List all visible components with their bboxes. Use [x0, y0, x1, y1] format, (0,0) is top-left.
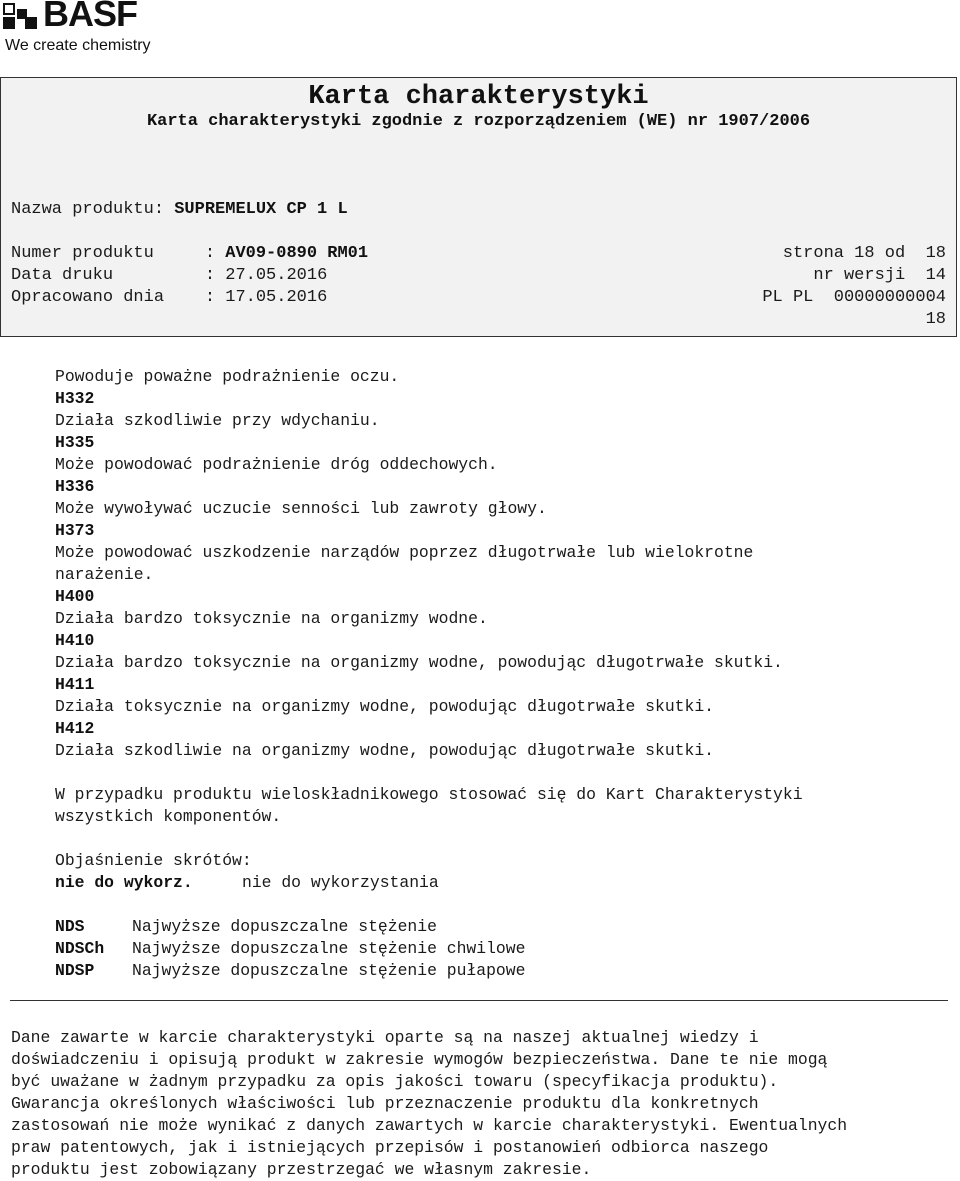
hazard-text: Działa szkodliwie przy wdychaniu. — [55, 411, 380, 430]
product-number-line — [11, 244, 368, 263]
hazard-code: H373 — [55, 521, 95, 540]
brand-name: BASF — [43, 0, 137, 34]
hazard-code: H336 — [55, 477, 95, 496]
abbreviation-key: NDS — [55, 917, 85, 936]
hazard-text: Działa bardzo toksycznie na organizmy wodne, powodując długotrwałe skutki. — [55, 653, 783, 672]
hazard-code: H335 — [55, 433, 95, 452]
revision-date-value: 17.05.2016 — [225, 288, 328, 307]
hazard-code: H411 — [55, 675, 95, 694]
revision-date-label: Opracowano dnia : — [11, 288, 216, 307]
abbreviation-row — [55, 938, 525, 960]
print-date-label: Data druku : — [11, 266, 216, 285]
product-name-label: Nazwa produktu: — [11, 200, 165, 219]
hazard-text: Działa toksycznie na organizmy wodne, powodując długotrwałe skutki. — [55, 697, 715, 716]
hazard-text: Działa szkodliwie na organizmy wodne, powodując długotrwałe skutki. — [55, 741, 715, 760]
print-date-line — [11, 266, 327, 285]
revision-date-line — [11, 288, 327, 307]
print-date-value: 27.05.2016 — [225, 266, 328, 285]
hazard-code: H410 — [55, 631, 95, 650]
abbreviation-value: nie do wykorzystania — [242, 873, 439, 892]
hazard-code: H400 — [55, 587, 95, 606]
locale-info-2: 18 — [925, 310, 946, 329]
product-number-value: AV09-0890 RM01 — [225, 244, 369, 263]
abbreviation-row — [55, 916, 437, 938]
brand-tagline: We create chemistry — [5, 37, 151, 54]
section-divider — [10, 1000, 948, 1001]
abbreviation-value: Najwyższe dopuszczalne stężenie — [132, 917, 437, 936]
page-subtitle: Karta charakterystyki zgodnie z rozporządzeniem (WE) nr 1907/2006 — [146, 112, 811, 131]
hazard-code: H412 — [55, 719, 95, 738]
hazard-text: Może powodować podrażnienie dróg oddechowych. — [55, 455, 498, 474]
abbreviation-row — [55, 872, 439, 894]
brand-logo — [3, 0, 203, 60]
hazard-code: H332 — [55, 389, 95, 408]
page-info: strona 18 od 18 — [782, 244, 946, 263]
hazard-text: Powoduje poważne podrażnienie oczu. — [55, 367, 400, 386]
hazard-text: Działa bardzo toksycznie na organizmy wodne. — [55, 609, 488, 628]
page-title: Karta charakterystyki — [308, 82, 649, 112]
product-number-label: Numer produktu : — [11, 244, 216, 263]
hazard-statements — [55, 366, 945, 762]
product-name-value: SUPREMELUX CP 1 L — [174, 200, 348, 219]
abbreviations-heading: Objaśnienie skrótów: — [55, 851, 252, 870]
multi-component-note: W przypadku produktu wieloskładnikowego stosować się do Kart Charakterystyki wszystkich komponentów. — [55, 785, 803, 826]
abbreviation-row — [55, 960, 525, 982]
disclaimer-text: Dane zawarte w karcie charakterystyki oparte są na naszej aktualnej wiedzy i doświadczeniu i opisują produkt w zakresie wymogów bezpieczeństwa. Dane te nie mogą być uważane w żadnym przypadku za opis jakości towaru (specyfikacja produktu). Gwarancja określonych właściwości lub przeznaczenie produktu dla konkretnych zastosowań nie może wynikać z danych zawartych w karcie charakterystyki. Ewentualnych praw patentowych, jak i istniejących przepisów i postanowień odbiorca naszego produktu jest zobowiązany przestrzegać we własnym zakresie. — [11, 1028, 848, 1179]
product-name-line — [11, 200, 348, 219]
hazard-text: Może powodować uszkodzenie narządów poprzez długotrwałe lub wielokrotne narażenie. — [55, 543, 754, 584]
document-header — [0, 77, 957, 337]
basf-logo-icon — [3, 3, 37, 29]
abbreviation-key: NDSP — [55, 961, 95, 980]
version-info: nr wersji 14 — [813, 266, 946, 285]
locale-info: PL PL 00000000004 — [762, 288, 946, 307]
abbreviation-key: NDSCh — [55, 939, 105, 958]
abbreviation-value: Najwyższe dopuszczalne stężenie pułapowe — [132, 961, 526, 980]
abbreviation-value: Najwyższe dopuszczalne stężenie chwilowe — [132, 939, 526, 958]
hazard-text: Może wywoływać uczucie senności lub zawroty głowy. — [55, 499, 547, 518]
abbreviation-key: nie do wykorz. — [55, 873, 193, 892]
